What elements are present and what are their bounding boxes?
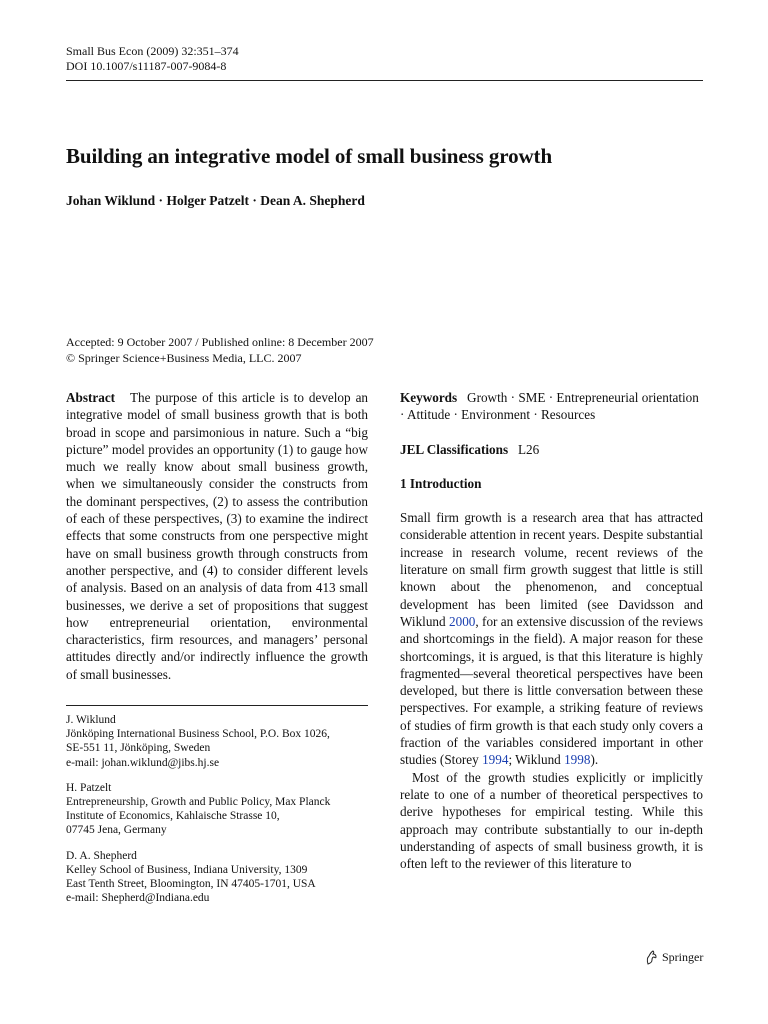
abstract-label: Abstract xyxy=(66,390,116,405)
publisher-footer xyxy=(645,950,703,965)
affiliation-line: East Tenth Street, Bloomington, IN 47405-1701, USA xyxy=(66,878,316,891)
affiliation-name: D. A. Shepherd xyxy=(66,849,137,862)
intro-paragraph-2: Most of the growth studies explicitly or implicitly relate to one of a number of theoretical perspectives to derive hypotheses for empirical testing. While this approach may contribute substantially to our in-depth understanding of aspects of small business growth, it is often left to the reviewer of this literature to xyxy=(400,769,703,872)
affiliation-line: Institute of Economics, Kahlaische Strasse 10, xyxy=(66,810,280,823)
accepted-date: Accepted: 9 October 2007 / Published online: 8 December 2007 xyxy=(66,335,374,349)
publisher-name: Springer xyxy=(662,950,704,964)
author-list: Johan Wiklund · Holger Patzelt · Dean A. Shepherd xyxy=(66,193,365,208)
jel-code: L26 xyxy=(517,441,540,457)
journal-citation: Small Bus Econ (2009) 32:351–374 xyxy=(66,44,239,58)
jel-label: JEL Classifications xyxy=(400,441,509,457)
abstract-text: The purpose of this article is to develop an integrative model of small business growth that is both broad in scope and parsimonious in nature. Such a “big picture” model provides an opportunity (1) to gauge how much we really know about small business growth, when we simultaneously consider the constructs from the dominant perspectives, (2) to assess the contribution of each of these perspectives, (3) to examine the indirect effects that some constructs from one perspective might have on small business growth through constructs from another perspective, and (4) to consider different levels of analysis. Based on an analysis of data from 413 small businesses, we derive a set of propositions that suggest how entrepreneurial orientation, environmental characteristics, firm resources, and managers’ personal attitudes directly and/or indirectly influence the growth of small businesses. xyxy=(66,390,369,682)
affiliation-line: Kelley School of Business, Indiana University, 1309 xyxy=(66,863,308,876)
intro-paragraph-1 xyxy=(400,509,703,768)
text-run: ; Wiklund xyxy=(508,752,565,768)
left-column xyxy=(66,389,368,916)
copyright-notice: © Springer Science+Business Media, LLC. 2007 xyxy=(66,350,302,365)
citation-link[interactable]: 2000 xyxy=(449,613,476,629)
affiliation-rule xyxy=(66,705,368,706)
abstract xyxy=(66,389,368,683)
keywords-text: Growth · SME · Entrepreneurial orientation · Attitude · Environment · Resources xyxy=(400,390,699,423)
affiliation-shepherd xyxy=(66,849,368,906)
citation-link[interactable]: 1994 xyxy=(482,752,509,768)
text-run: ). xyxy=(590,752,599,768)
section-heading: 1 Introduction xyxy=(400,475,482,491)
keywords xyxy=(400,389,703,424)
doi: DOI 10.1007/s11187-007-9084-8 xyxy=(66,59,227,73)
springer-horse-icon xyxy=(645,950,658,965)
citation-link[interactable]: 1998 xyxy=(564,752,591,768)
text-run: Small firm growth is a research area that has attracted considerable attention in recent years. Despite substantial increase in research volume, recent reviews of the literature on small firm growth suggest that little is still known about the phenomenon, and conceptual development has been limited (see Davidsson and Wiklund xyxy=(400,510,703,629)
publication-info xyxy=(66,335,374,366)
affiliation-line: 07745 Jena, Germany xyxy=(66,824,167,837)
text-run: , for an extensive discussion of the reviews and shortcomings in the field). A major reason for these shortcomings, it is argued, is that this literature is highly fragmented—several theoretical perspectives have been developed, but there is little conversation between these perspectives. For example, a striking feature of reviews of studies of firm growth is that each study only covers a fraction of the variables considered important in other studies (Storey xyxy=(400,613,703,768)
affiliation-email[interactable]: e-mail: Shepherd@Indiana.edu xyxy=(66,892,210,905)
right-column xyxy=(400,389,703,872)
journal-header xyxy=(66,44,239,74)
affiliation-name: J. Wiklund xyxy=(66,714,116,727)
affiliation-wiklund xyxy=(66,713,368,770)
jel-classifications xyxy=(400,441,703,458)
affiliation-patzelt xyxy=(66,781,368,838)
affiliation-line: Entrepreneurship, Growth and Public Policy, Max Planck xyxy=(66,796,331,809)
affiliation-name: H. Patzelt xyxy=(66,781,112,794)
affiliation-line: Jönköping International Business School, P.O. Box 1026, xyxy=(66,728,330,741)
affiliation-email[interactable]: e-mail: johan.wiklund@jibs.hj.se xyxy=(66,756,220,769)
header-rule xyxy=(66,80,703,81)
keywords-label: Keywords xyxy=(400,390,458,405)
affiliation-line: SE-551 11, Jönköping, Sweden xyxy=(66,742,211,755)
paper-title: Building an integrative model of small business growth xyxy=(66,144,553,168)
